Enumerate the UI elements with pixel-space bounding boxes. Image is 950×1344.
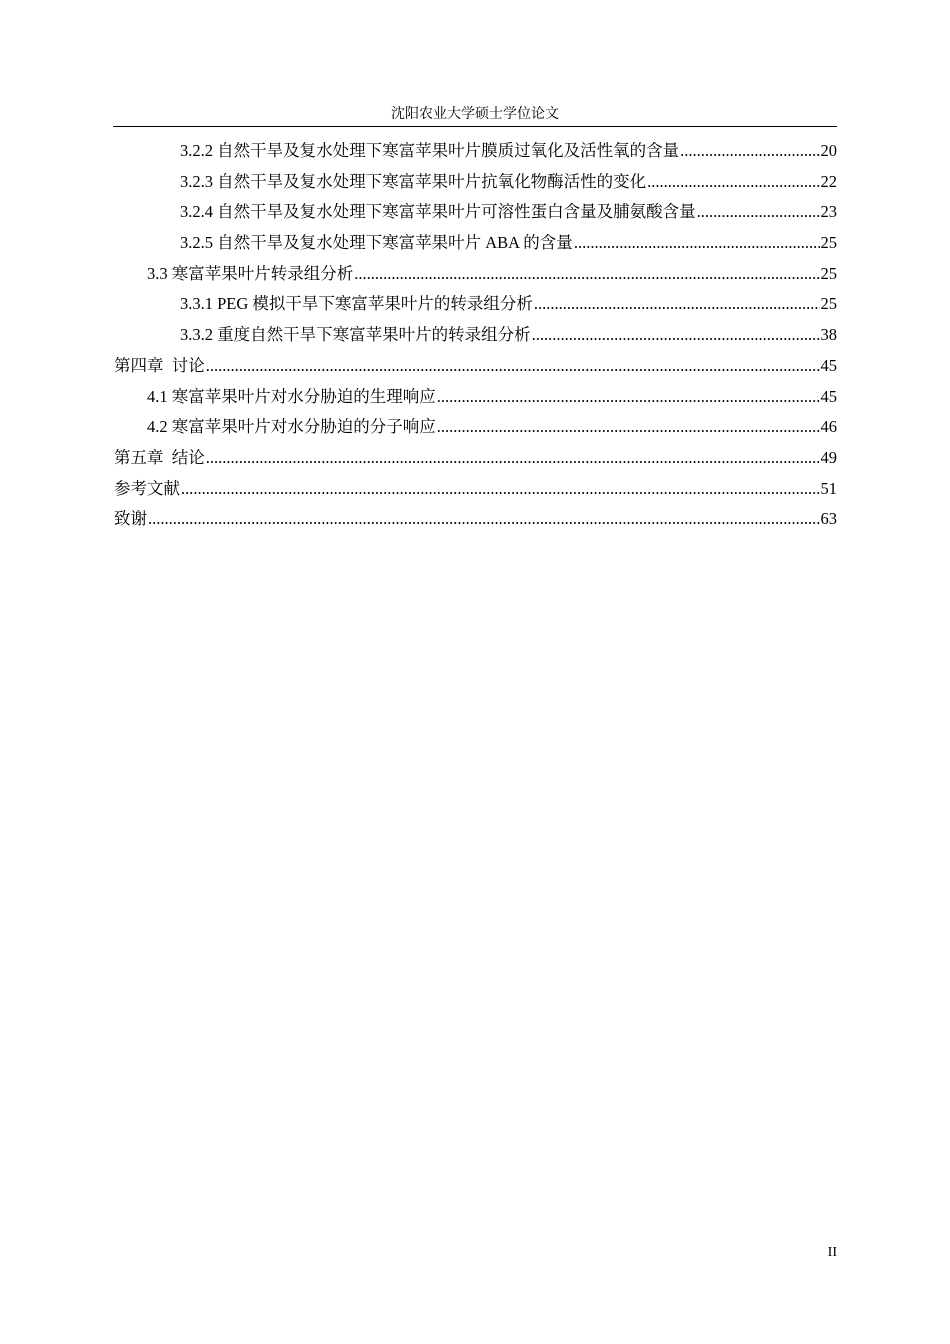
toc-leader-dots — [354, 259, 819, 290]
toc-entry[interactable] — [114, 412, 837, 443]
toc-leader-dots — [206, 443, 820, 474]
toc-entry[interactable] — [114, 351, 837, 382]
toc-entry-page: 22 — [820, 171, 837, 191]
page-number: II — [827, 1245, 837, 1260]
toc-leader-dots — [697, 197, 820, 228]
toc-leader-dots — [437, 412, 820, 443]
toc-entry[interactable] — [114, 382, 837, 413]
toc-entry-page: 25 — [820, 263, 837, 283]
toc-entry-page: 45 — [820, 386, 837, 406]
toc-entry-page: 63 — [820, 509, 837, 529]
toc-entry-page: 38 — [820, 325, 837, 345]
toc-entry-title: 3.3.1 PEG 模拟干旱下寒富苹果叶片的转录组分析 — [180, 294, 533, 314]
toc-entry-title: 3.2.4 自然干旱及复水处理下寒富苹果叶片可溶性蛋白含量及脯氨酸含量 — [180, 202, 696, 222]
toc-leader-dots — [680, 136, 819, 167]
toc-entry-title: 3.2.2 自然干旱及复水处理下寒富苹果叶片膜质过氧化及活性氧的含量 — [180, 141, 680, 160]
toc-entry-title: 第四章 讨论 — [114, 355, 205, 375]
table-of-contents — [114, 136, 837, 535]
toc-entry[interactable] — [114, 504, 837, 535]
toc-leader-dots — [534, 289, 820, 320]
toc-entry-title: 3.3 寒富苹果叶片转录组分析 — [147, 263, 354, 283]
toc-entry-title: 致谢 — [114, 509, 147, 529]
toc-entry[interactable] — [114, 259, 837, 290]
toc-entry[interactable] — [114, 228, 837, 259]
toc-leader-dots — [437, 382, 820, 413]
toc-entry[interactable] — [114, 167, 837, 198]
toc-leader-dots — [647, 167, 819, 198]
toc-entry[interactable] — [114, 443, 837, 474]
toc-entry-page: 25 — [820, 233, 837, 253]
header-title: 沈阳农业大学硕士学位论文 — [391, 107, 559, 122]
toc-entry-title: 3.3.2 重度自然干旱下寒富苹果叶片的转录组分析 — [180, 325, 531, 345]
toc-leader-dots — [532, 320, 820, 351]
toc-entry-title: 4.1 寒富苹果叶片对水分胁迫的生理响应 — [147, 386, 436, 406]
toc-entry-page: 49 — [820, 447, 837, 467]
toc-entry-title: 3.2.3 自然干旱及复水处理下寒富苹果叶片抗氧化物酶活性的变化 — [180, 171, 647, 191]
toc-leader-dots — [206, 351, 820, 382]
toc-entry-title: 3.2.5 自然干旱及复水处理下寒富苹果叶片 ABA 的含量 — [180, 233, 573, 253]
toc-entry-page: 46 — [820, 417, 837, 437]
toc-leader-dots — [148, 504, 820, 535]
toc-leader-dots — [574, 228, 820, 259]
toc-entry-page: 45 — [820, 355, 837, 375]
toc-entry-page: 23 — [820, 202, 837, 222]
toc-entry[interactable] — [114, 136, 837, 167]
toc-entry[interactable] — [114, 197, 837, 228]
toc-entry-page: 51 — [820, 478, 837, 498]
toc-entry[interactable] — [114, 289, 837, 320]
page-header — [113, 104, 837, 127]
toc-entry-title: 4.2 寒富苹果叶片对水分胁迫的分子响应 — [147, 417, 436, 437]
toc-leader-dots — [181, 474, 820, 505]
toc-entry-page: 25 — [820, 294, 837, 314]
toc-entry-title: 第五章 结论 — [114, 447, 205, 467]
toc-entry[interactable] — [114, 474, 837, 505]
toc-entry-title: 参考文献 — [114, 478, 180, 498]
toc-entry[interactable] — [114, 320, 837, 351]
toc-entry-page: 20 — [820, 141, 837, 160]
